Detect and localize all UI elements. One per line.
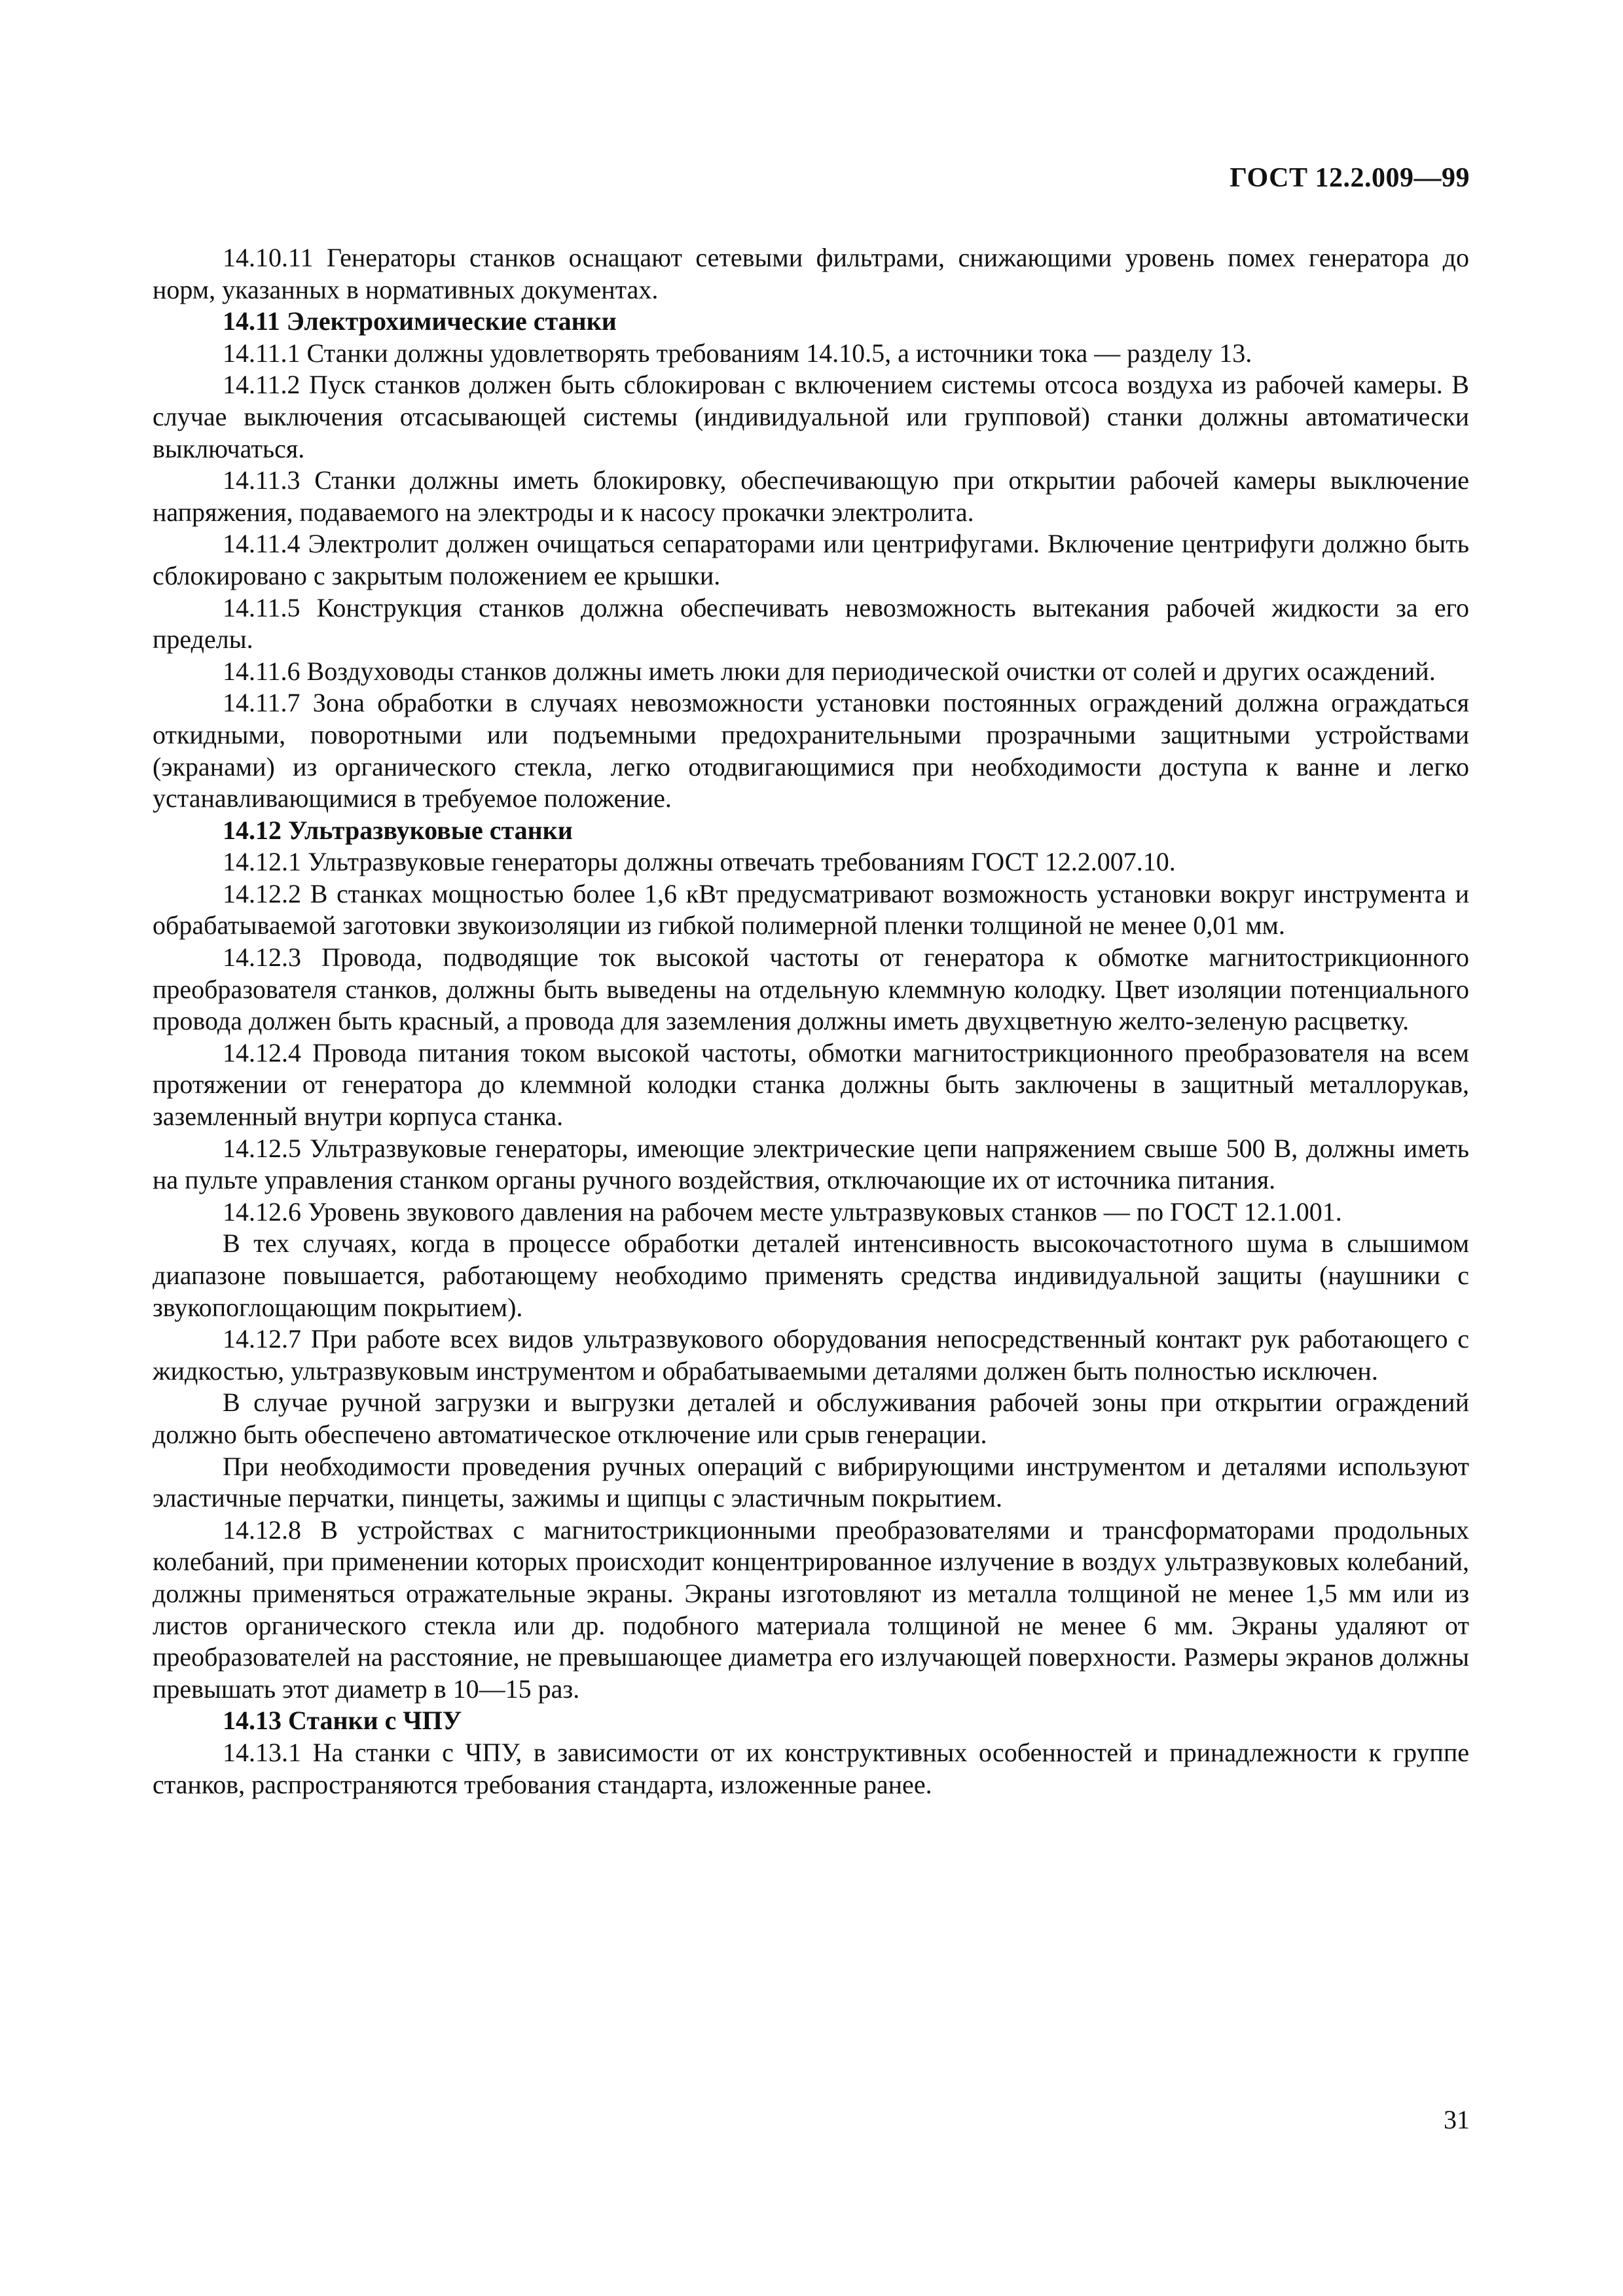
body-paragraph: 14.11.2 Пуск станков должен быть сблокирован с включением системы отсоса воздуха из рабочей камеры. В случае выключения отсасывающей системы (индивидуальной или групповой) станки должны автоматически выключаться. [153,370,1469,463]
document-body [153,242,1469,1801]
body-paragraph: При необходимости проведения ручных операций с вибрирующими инструментом и деталями используют эластичные перчатки, пинцеты, зажимы и щипцы с эластичным покрытием. [153,1451,1469,1513]
body-paragraph: 14.12.1 Ультразвуковые генераторы должны отвечать требованиям ГОСТ 12.2.007.10. [223,847,1176,877]
body-paragraph: 14.11.6 Воздуховоды станков должны иметь люки для периодической очистки от солей и других осаждений. [223,656,1436,686]
body-paragraph: 14.11.7 Зона обработки в случаях невозможности установки постоянных ограждений должна ограждаться откидными, поворотными или подъемными предохранительными прозрачными защитными устройствами (экранами) из органического стекла, легко отодвигающимися при необходимости доступа к ванне и легко устанавливающимися в требуемое положение. [153,688,1469,814]
body-paragraph: 14.12.5 Ультразвуковые генераторы, имеющие электрические цепи напряжением свыше 500 В, должны иметь на пульте управления станком органы ручного воздействия, отключающие их от источника питания. [153,1133,1469,1195]
body-paragraph: 14.12.2 В станках мощностью более 1,6 кВт предусматривают возможность установки вокруг инструмента и обрабатываемой заготовки звукоизоляции из гибкой полимерной пленки толщиной не менее 0,01 мм. [153,878,1469,941]
body-paragraph: 14.11.1 Станки должны удовлетворять требованиям 14.10.5, а источники тока — разделу 13. [223,338,1252,368]
body-paragraph: 14.12.3 Провода, подводящие ток высокой частоты от генератора к обмотке магнитострикционного преобразователя станков, должны быть выведены на отдельную клеммную колодку. Цвет изоляции потенциального провода должен быть красный, а провода для заземления должны иметь двухцветную желто-зеленую расцветку. [153,942,1469,1036]
body-paragraph: 14.10.11 Генераторы станков оснащают сетевыми фильтрами, снижающими уровень помех генератора до норм, указанных в нормативных документах. [153,243,1469,304]
body-paragraph: 14.13.1 На станки с ЧПУ, в зависимости от их конструктивных особенностей и принадлежности к группе станков, распространяются требования стандарта, изложенные ранее. [153,1737,1469,1799]
body-paragraph: 14.12.7 При работе всех видов ультразвукового оборудования непосредственный контакт рук работающего с жидкостью, ультразвуковым инструментом и обрабатываемыми деталями должен быть полностью исключен. [153,1324,1469,1386]
document-header: ГОСТ 12.2.009—99 [1230,163,1470,193]
body-paragraph: В случае ручной загрузки и выгрузки деталей и обслуживания рабочей зоны при открытии ограждений должно быть обеспечено автоматическое отключение или срыв генерации. [153,1388,1469,1449]
body-paragraph: В тех случаях, когда в процессе обработки деталей интенсивность высокочастотного шума в слышимом диапазоне повышается, работающему необходимо применять средства индивидуальной защиты (наушники с звукопоглощающим покрытием). [153,1229,1469,1322]
page-number: 31 [1444,2105,1470,2134]
body-paragraph: 14.11.5 Конструкция станков должна обеспечивать невозможность вытекания рабочей жидкости за его пределы. [153,592,1469,655]
body-paragraph: 14.12.8 В устройствах с магнитострикционными преобразователями и трансформаторами продольных колебаний, при применении которых происходит концентрированное излучение в воздух ультразвуковых колебаний, должны применяться отражательные экраны. Экраны изготовляют из металла толщиной не менее 1,5 мм или из листов органического стекла или др. подобного материала толщиной не менее 6 мм. Экраны удаляют от преобразователей на расстояние, не превышающее диаметра его излучающей поверхности. Размеры экранов должны превышать этот диаметр в 10—15 раз. [153,1515,1469,1704]
body-paragraph: 14.11.3 Станки должны иметь блокировку, обеспечивающую при открытии рабочей камеры выключение напряжения, подаваемого на электроды и к насосу прокачки электролита. [153,465,1469,527]
section-heading: 14.13 Станки с ЧПУ [223,1706,462,1736]
body-paragraph: 14.12.6 Уровень звукового давления на рабочем месте ультразвуковых станков — по ГОСТ 12.1.001. [223,1196,1342,1227]
body-paragraph: 14.11.4 Электролит должен очищаться сепараторами или центрифугами. Включение центрифуги должно быть сблокировано с закрытым положением ее крышки. [153,529,1469,590]
section-heading: 14.11 Электрохимические станки [223,306,617,336]
body-paragraph: 14.12.4 Провода питания током высокой частоты, обмотки магнитострикционного преобразователя на всем протяжении от генератора до клеммной колодки станка должны быть заключены в защитный металлорукав, заземленный внутри корпуса станка. [153,1037,1469,1132]
section-heading: 14.12 Ультразвуковые станки [223,815,573,845]
